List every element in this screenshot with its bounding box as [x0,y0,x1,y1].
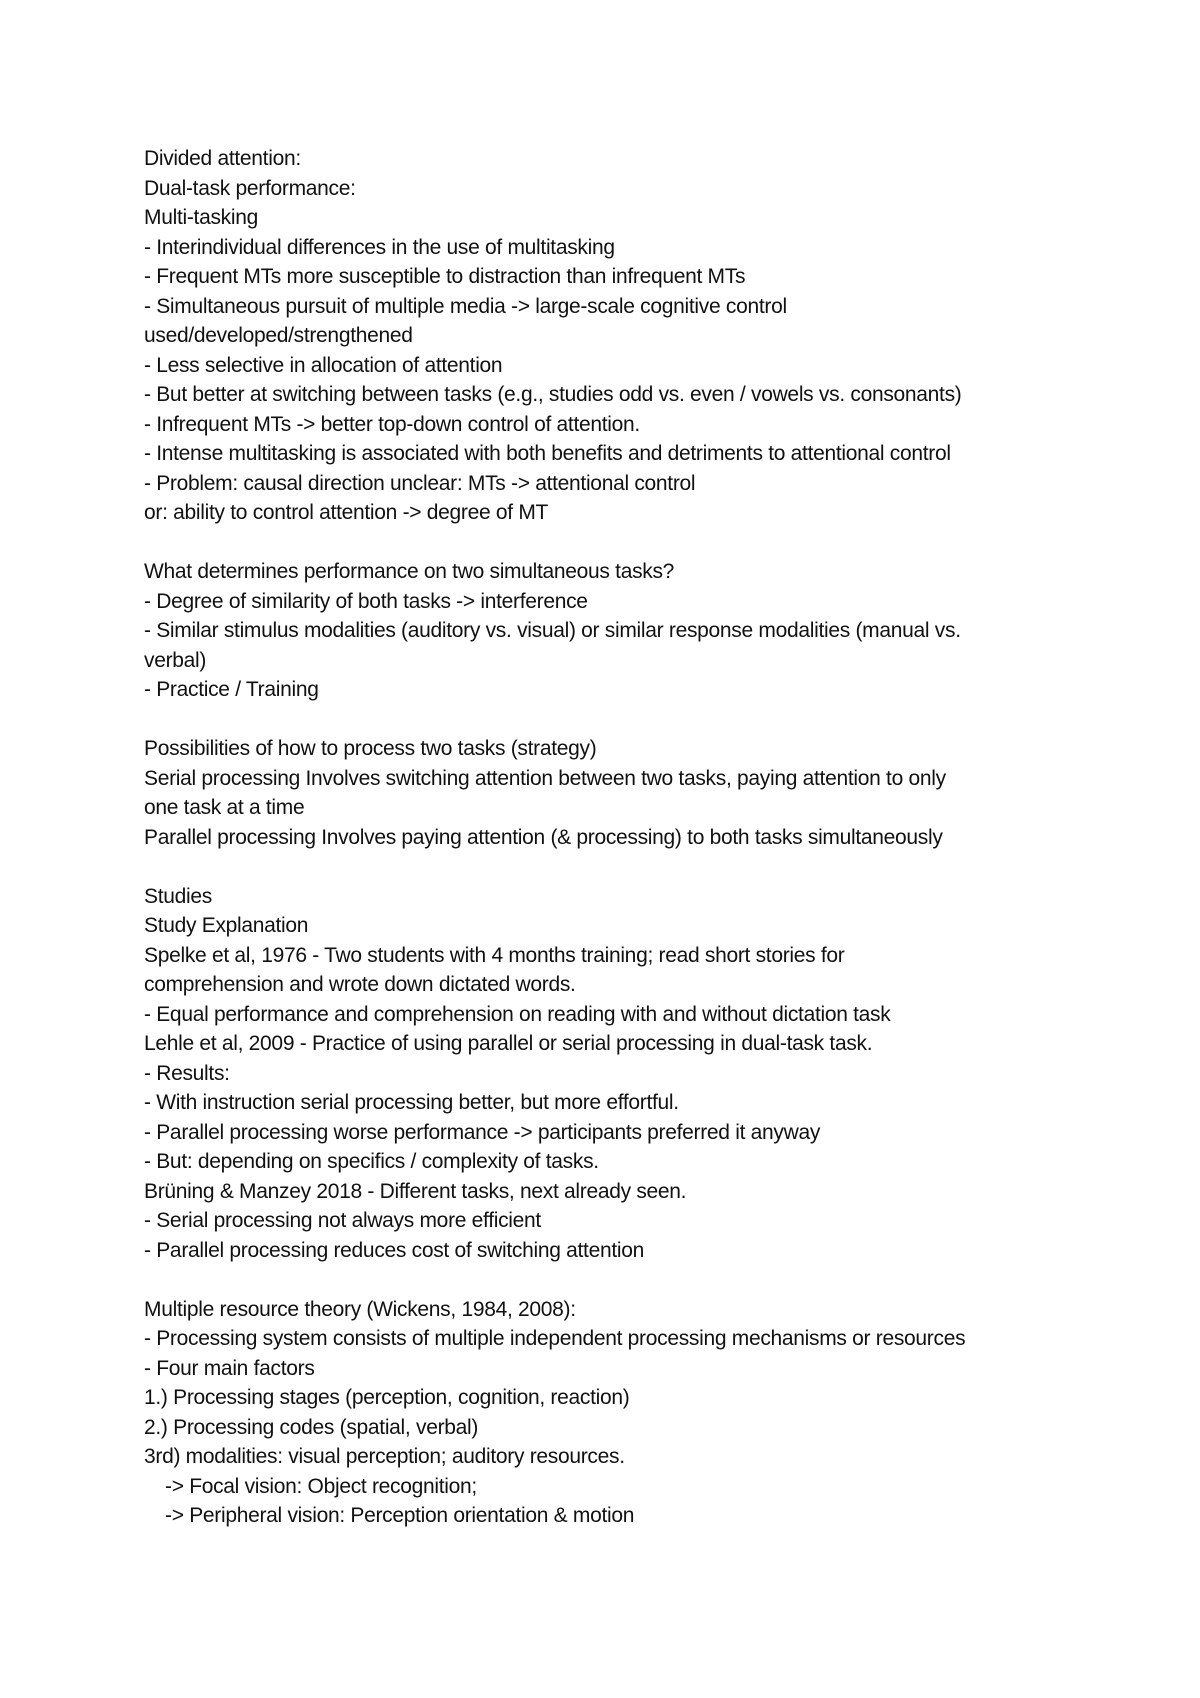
text-line: - Parallel processing reduces cost of switching attention [144,1238,644,1262]
text-line: used/developed/strengthened [144,324,413,347]
text-line: Lehle et al, 2009 - Practice of using parallel or serial processing in dual-task task. [144,1032,873,1055]
paragraph-break [144,1265,1084,1295]
text-line: - Results: [144,1061,230,1085]
heading-multitasking: Multi-tasking [144,206,258,229]
text-line: Brüning & Manzey 2018 - Different tasks, next already seen. [144,1179,687,1203]
text-line: - Frequent MTs more susceptible to distraction than infrequent MTs [144,265,746,288]
text-line: - Intense multitasking is associated with both benefits and detriments to attentional control [144,442,951,465]
text-line: 2.) Processing codes (spatial, verbal) [144,1415,479,1439]
text-line: - Interindividual differences in the use of multitasking [144,235,615,259]
document-body [144,144,1084,1531]
paragraph-break [144,528,1084,558]
text-line: - Equal performance and comprehension on reading with and without dictation task [144,1002,891,1026]
text-line: - Simultaneous pursuit of multiple media -> large-scale cognitive control [144,294,787,318]
text-line: - With instruction serial processing better, but more effortful. [144,1091,679,1114]
paragraph-break [144,852,1084,882]
text-line: Spelke et al, 1976 - Two students with 4 months training; read short stories for [144,943,845,967]
text-line: - Practice / Training [144,678,319,701]
text-line: - Processing system consists of multiple independent processing mechanisms or resources [144,1327,966,1350]
text-line: Serial processing Involves switching attention between two tasks, paying attention to only [144,766,946,790]
text-line: - But: depending on specifics / complexity of tasks. [144,1150,599,1173]
text-line: one task at a time [144,796,305,819]
text-line: or: ability to control attention -> degree of MT [144,501,549,524]
text-line-indented: -> Peripheral vision: Perception orientation & motion [165,1504,635,1527]
text-line: - Degree of similarity of both tasks -> interference [144,589,588,613]
text-line: Parallel processing Involves paying attention (& processing) to both tasks simultaneously [144,825,943,849]
text-line: 3rd) modalities: visual perception; auditory resources. [144,1445,625,1468]
text-line: - Similar stimulus modalities (auditory vs. visual) or similar response modalities (manual vs. [144,619,961,642]
text-line: - Serial processing not always more efficient [144,1209,541,1232]
text-line: - But better at switching between tasks (e.g., studies odd vs. even / vowels vs. consonants) [144,383,962,406]
heading-dual-task: Dual-task performance: [144,176,356,200]
text-line: verbal) [144,648,207,672]
text-line: 1.) Processing stages (perception, cognition, reaction) [144,1386,630,1409]
heading-possibilities: Possibilities of how to process two tasks (strategy) [144,737,597,760]
heading-studies: Studies [144,884,212,908]
text-line: - Problem: causal direction unclear: MTs -> attentional control [144,471,696,495]
text-line: comprehension and wrote down dictated words. [144,973,576,996]
text-line: - Infrequent MTs -> better top-down control of attention. [144,412,640,436]
paragraph-break [144,705,1084,735]
text-line-indented: -> Focal vision: Object recognition; [165,1474,477,1498]
text-line: - Four main factors [144,1356,315,1380]
text-line: - Parallel processing worse performance -> participants preferred it anyway [144,1120,821,1144]
heading-divided-attention: Divided attention: [144,147,301,170]
text-line: - Less selective in allocation of attention [144,353,503,377]
heading-performance-question: What determines performance on two simultaneous tasks? [144,560,675,583]
heading-multiple-resource-theory: Multiple resource theory (Wickens, 1984, 2008): [144,1297,576,1321]
heading-study-explanation: Study Explanation [144,914,309,937]
